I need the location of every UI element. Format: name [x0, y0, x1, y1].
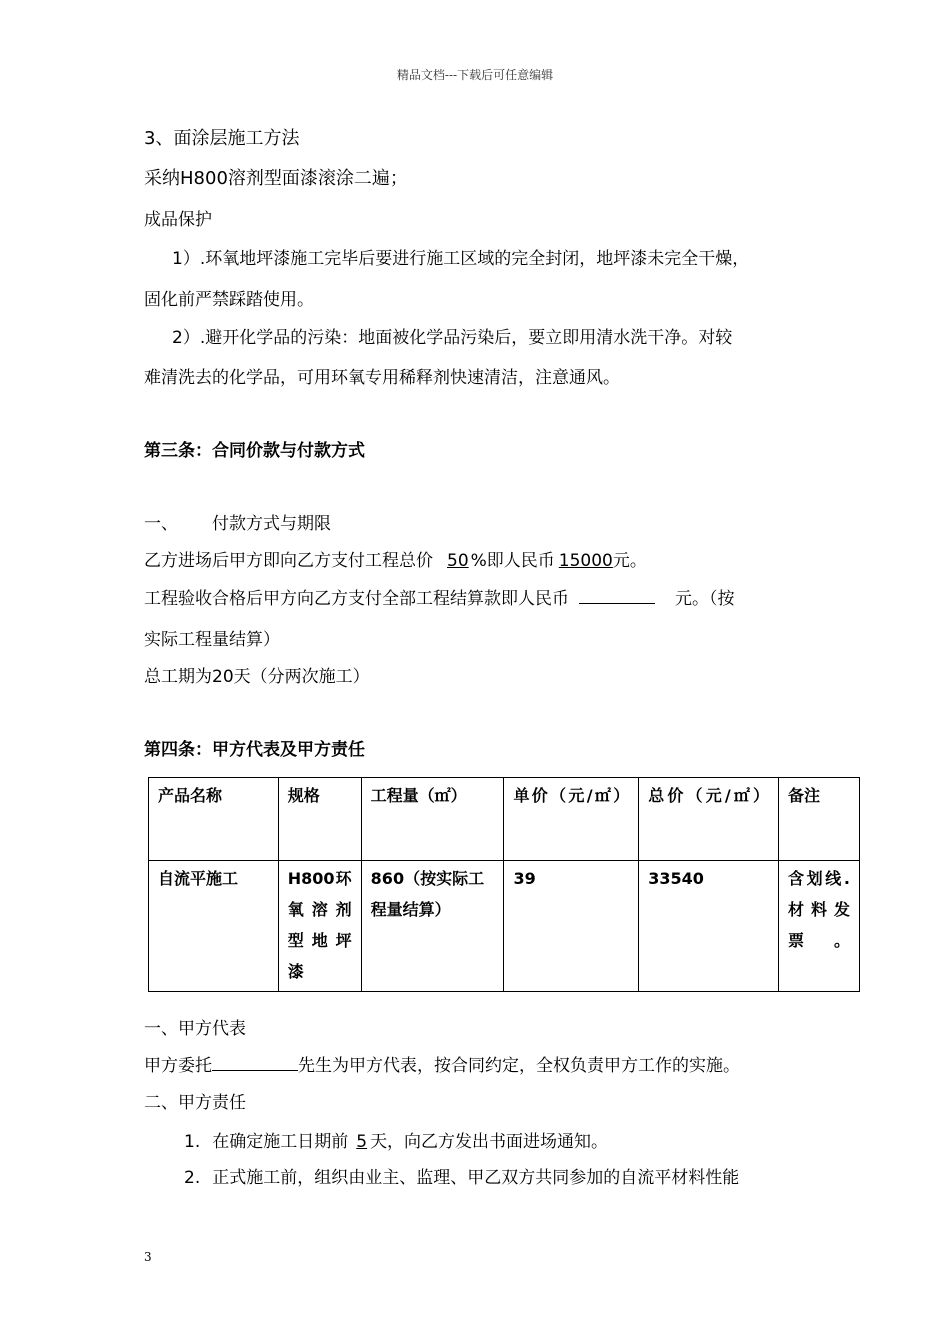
td-product-name: 自流平施工	[149, 861, 279, 992]
th-spec: 规格	[278, 778, 361, 861]
resp-item1	[184, 1127, 608, 1152]
resp-title: 二、甲方责任	[144, 1093, 246, 1113]
rep-title: 一、甲方代表	[144, 1019, 246, 1039]
table-row	[149, 861, 860, 992]
resp-item2-num: 2.	[184, 1168, 201, 1188]
payment-line1-pre: 乙方进场后甲方即向乙方支付工程总价	[144, 551, 433, 571]
resp-item1-post: 天，向乙方发出书面进场通知。	[370, 1132, 609, 1152]
rep-pre: 甲方委托	[144, 1056, 212, 1076]
payment-line2-post: 元。（按	[675, 589, 735, 609]
payment-amount-blank	[579, 586, 655, 604]
protection-item1-line2: 固化前严禁踩踏使用。	[144, 290, 314, 310]
payment-heading	[144, 509, 331, 534]
th-product-name: 产品名称	[149, 778, 279, 861]
table-header-row	[149, 778, 860, 861]
rep-line	[144, 1051, 740, 1076]
product-table	[148, 777, 860, 992]
payment-amount: 15000	[558, 551, 613, 571]
topcoat-text: 采纳H800溶剂型面漆滚涂二遍；	[144, 168, 408, 189]
page-header: 精品文档---下载后可任意编辑	[396, 68, 554, 82]
payment-line1-mid: %即人民币	[470, 551, 555, 571]
protection-item2-line2: 难清洗去的化学品，可用环氧专用稀释剂快速清洁，注意通风。	[144, 368, 620, 388]
article4-title: 第四条：甲方代表及甲方责任	[144, 740, 365, 760]
resp-item2	[184, 1163, 739, 1188]
resp-item2-text: 正式施工前，组织由业主、监理、甲乙双方共同参加的自流平材料性能	[212, 1168, 740, 1188]
payment-line1	[144, 546, 647, 571]
td-unit-price: 39	[504, 861, 639, 992]
td-quantity: 860（按实际工程量结算）	[361, 861, 504, 992]
payment-heading-title: 付款方式与期限	[212, 514, 331, 534]
resp-item1-pre: 在确定施工日期前	[212, 1132, 349, 1152]
resp-item1-num: 1.	[184, 1132, 201, 1152]
payment-line2-pre: 工程验收合格后甲方向乙方支付全部工程结算款即人民币	[144, 589, 569, 609]
payment-line3: 实际工程量结算）	[144, 630, 280, 650]
th-remark: 备注	[779, 778, 860, 861]
td-spec: H800环氧溶剂型地坪漆	[278, 861, 361, 992]
page-number: 3	[144, 1250, 152, 1264]
rep-post: 先生为甲方代表，按合同约定，全权负责甲方工作的实施。	[298, 1056, 740, 1076]
section3-title: 3、面涂层施工方法	[144, 128, 300, 149]
payment-line1-post: 元。	[612, 551, 647, 571]
payment-percent: 50	[447, 551, 469, 571]
resp-item1-days: 5	[356, 1132, 368, 1152]
construction-period: 总工期为20天（分两次施工）	[144, 667, 370, 687]
td-remark: 含划线.材料发票。	[779, 861, 860, 992]
th-unit-price: 单价（元/㎡）	[504, 778, 639, 861]
payment-line2	[144, 584, 735, 609]
th-total-price: 总价（元/㎡）	[639, 778, 779, 861]
protection-item2-line1: 2）.避开化学品的污染：地面被化学品污染后，要立即用清水洗干净。对较	[172, 328, 733, 348]
article3-title: 第三条：合同价款与付款方式	[144, 441, 365, 461]
td-total-price: 33540	[639, 861, 779, 992]
rep-name-blank	[212, 1053, 298, 1071]
payment-heading-num: 一、	[144, 514, 178, 534]
th-quantity: 工程量（㎡）	[361, 778, 504, 861]
protection-item1-line1: 1）.环氧地坪漆施工完毕后要进行施工区域的完全封闭，地坪漆未完全干燥，	[172, 249, 750, 269]
protection-title: 成品保护	[144, 210, 212, 230]
